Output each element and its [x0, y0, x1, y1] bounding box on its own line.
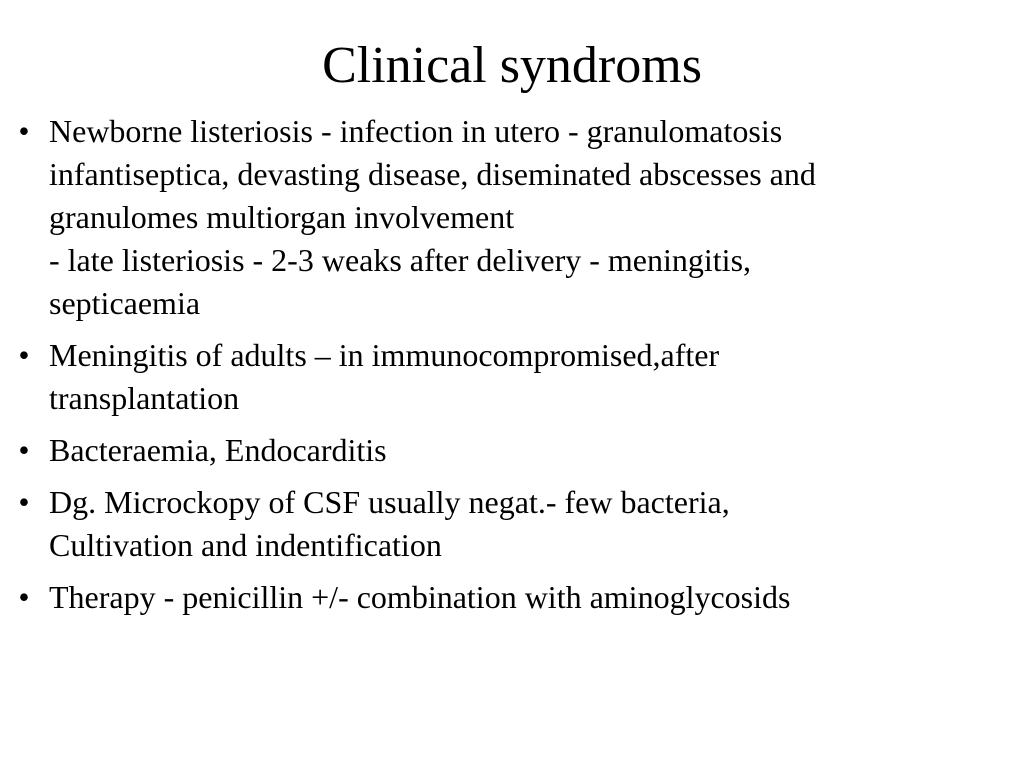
bullet-text-line: Therapy - penicillin +/- combination with aminoglycosids	[49, 579, 791, 615]
bullet-list	[14, 110, 1014, 628]
bullet-text-line: infantiseptica, devasting disease, diseminated abscesses and	[49, 156, 816, 192]
bullet-item-bacteraemia	[14, 429, 1014, 472]
bullet-text-line: Bacteraemia, Endocarditis	[49, 432, 387, 468]
bullet-item-meningitis-adults	[14, 334, 1014, 420]
bullet-item-diagnosis	[14, 481, 1014, 567]
slide-title: Clinical syndroms	[322, 37, 702, 94]
bullet-text-line: Meningitis of adults – in immunocompromised,after	[49, 337, 720, 373]
bullet-text-line: granulomes multiorgan involvement	[49, 199, 515, 235]
bullet-text-line: - late listeriosis - 2-3 weaks after delivery - meningitis,	[49, 242, 752, 278]
bullet-text-line: Dg. Microckopy of CSF usually negat.- few bacteria,	[49, 484, 730, 520]
bullet-icon: •	[18, 432, 30, 468]
bullet-item-therapy	[14, 576, 1014, 619]
bullet-item-newborn-listeriosis	[14, 110, 1014, 325]
bullet-text-line: Cultivation and indentification	[49, 527, 442, 563]
bullet-text-line: septicaemia	[49, 285, 201, 321]
bullet-icon: •	[18, 579, 30, 615]
bullet-text-line: transplantation	[49, 380, 240, 416]
bullet-text-line: Newborne listeriosis - infection in utero - granulomatosis	[49, 113, 783, 149]
bullet-icon: •	[18, 337, 30, 373]
bullet-icon: •	[18, 484, 30, 520]
bullet-icon: •	[18, 113, 30, 149]
